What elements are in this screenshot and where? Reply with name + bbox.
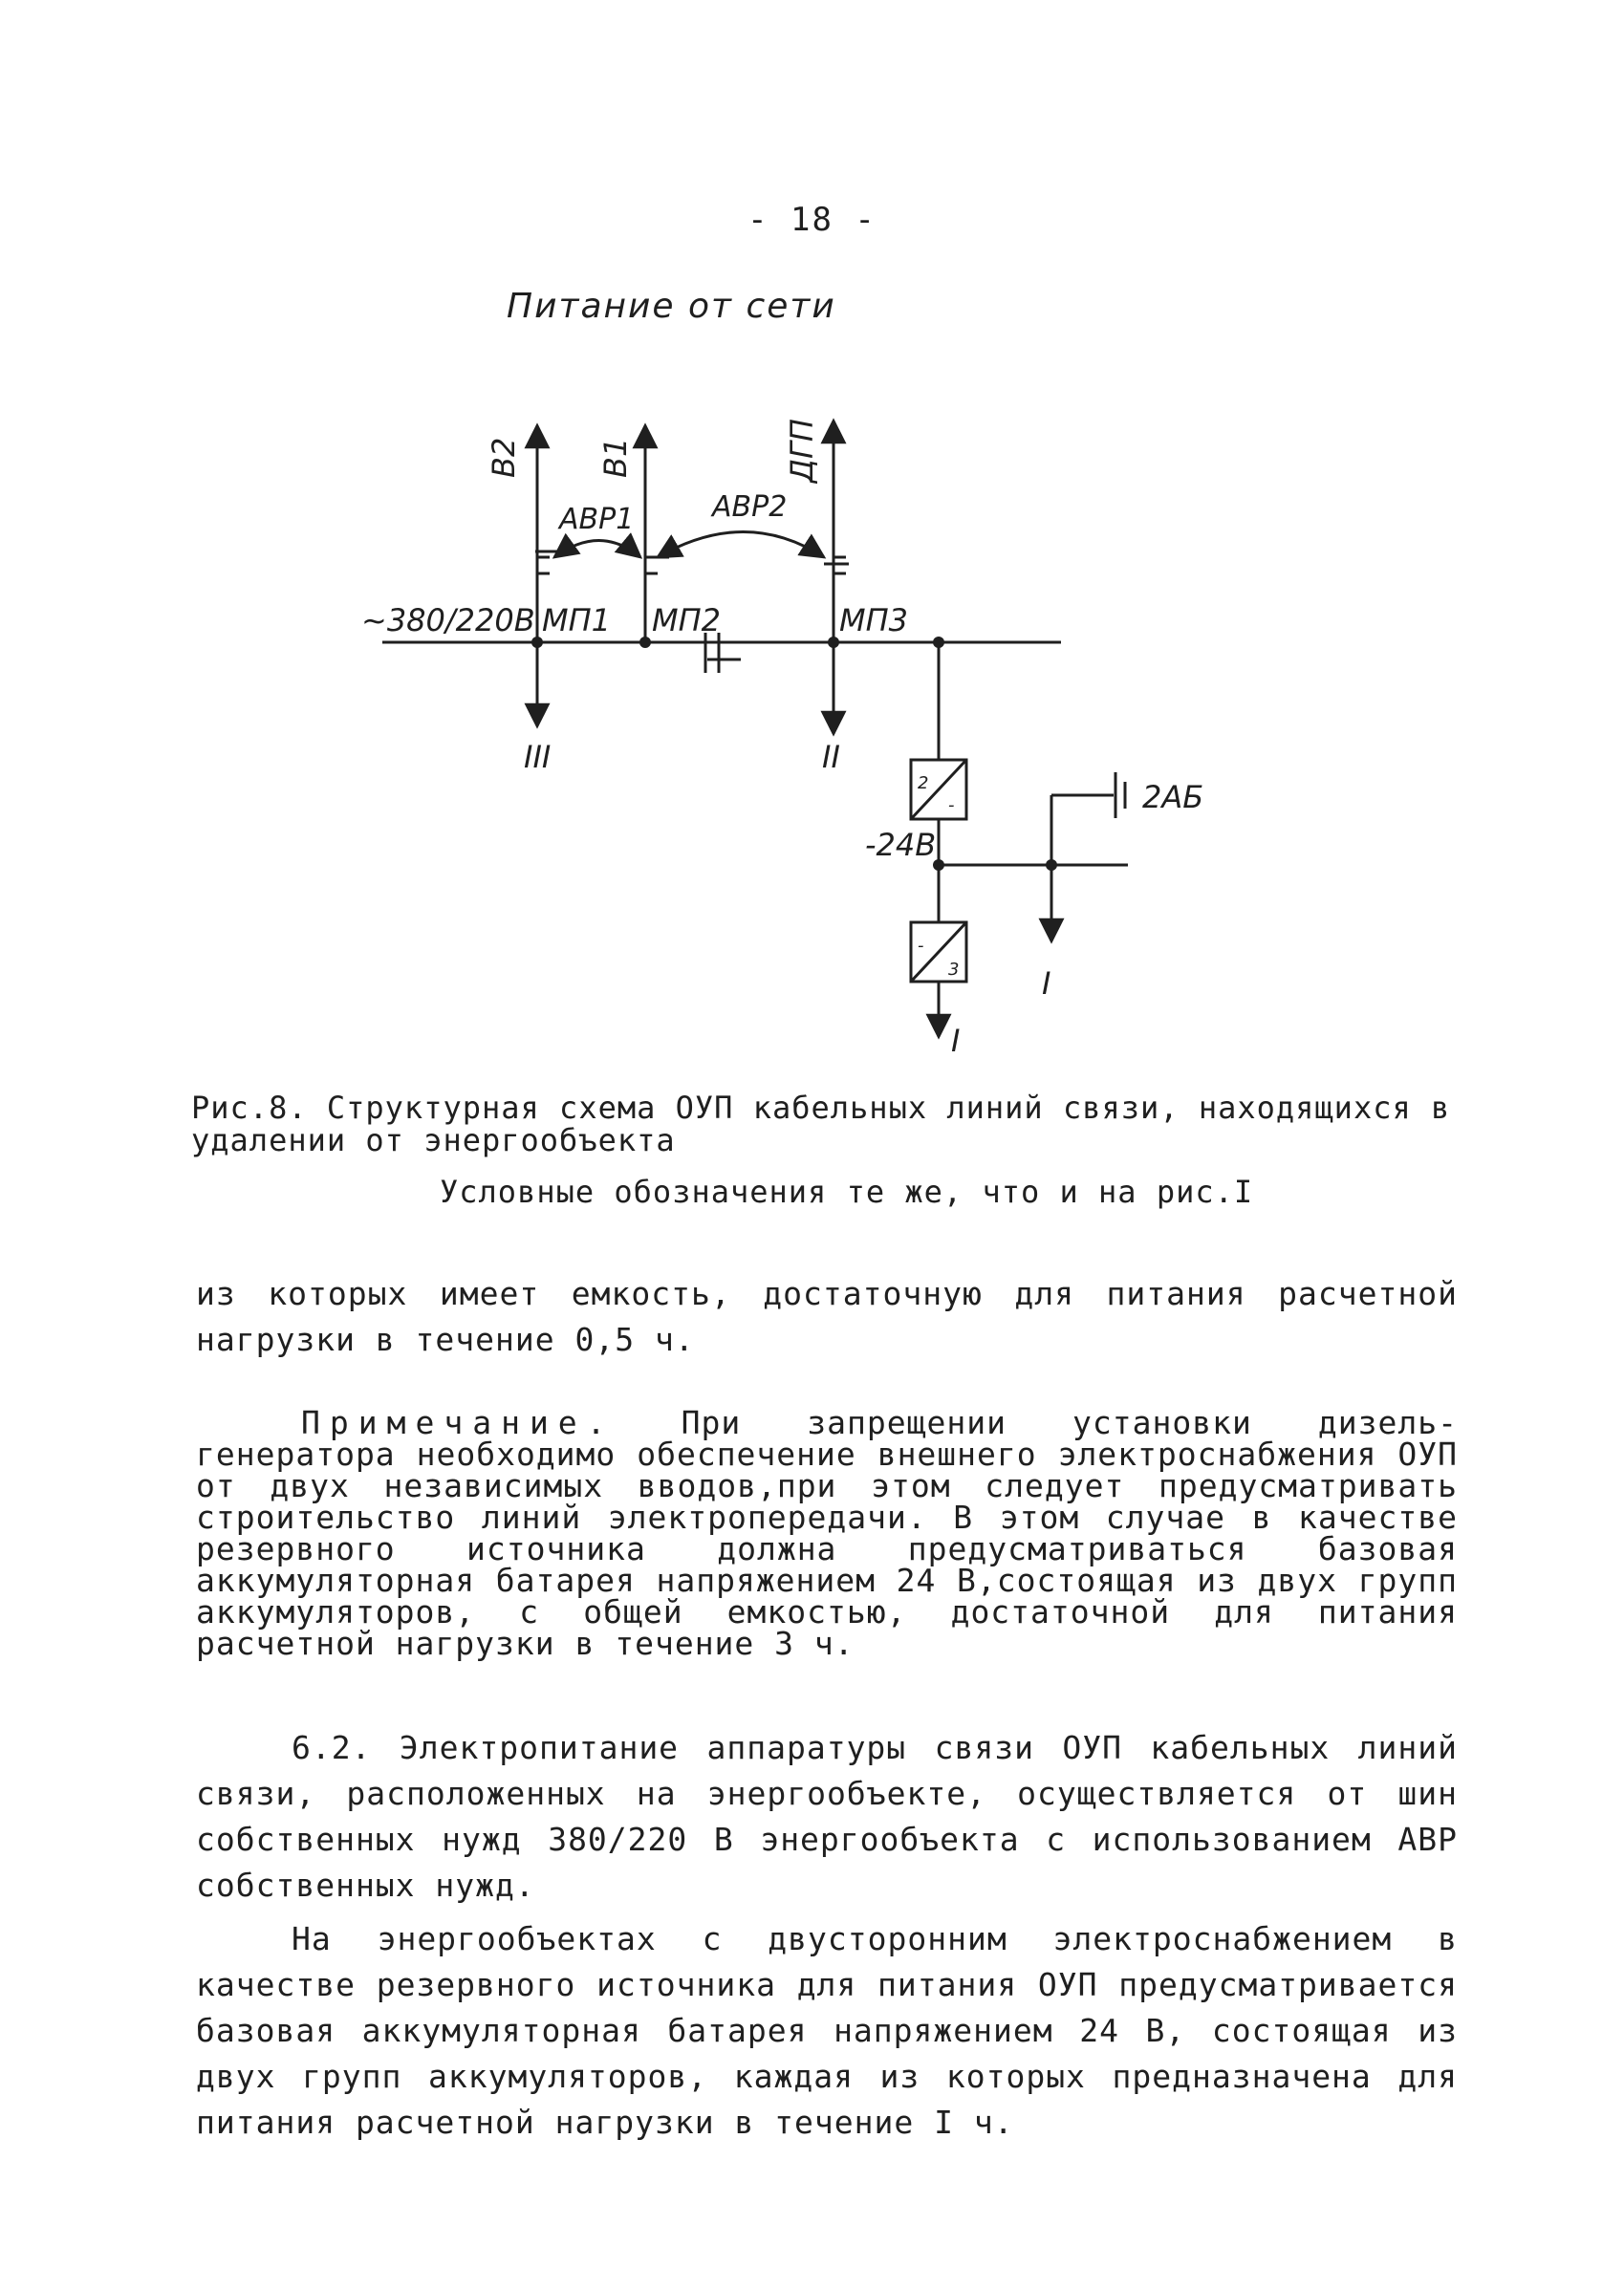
label-b1: В1	[597, 437, 634, 478]
label-mp3: МП3	[839, 602, 909, 638]
figure-caption: Рис.8. Структурная схема ОУП кабельных линий связи, находящихся в удалении от энергообъекта	[191, 1090, 1451, 1158]
label-voltage: -24В	[865, 827, 937, 863]
label-mp2: МП2	[652, 602, 722, 638]
label-avr2: АВР2	[712, 490, 788, 524]
label-out-i-right: I	[1042, 965, 1051, 1002]
avr1-arc	[554, 541, 640, 558]
figure-caption-sub: Условные обозначения те же, что и на рис.I	[440, 1174, 1254, 1210]
label-supply: ~380/220В	[361, 602, 535, 638]
note-paragraph	[196, 1404, 1458, 1662]
label-conv-bot-in: -	[918, 936, 924, 956]
label-battery: 2АБ	[1142, 779, 1204, 815]
note-text: При запрещении установки дизель-генератора необходимо обеспечение внешнего электроснабжения ОУП от двух независимых вводов,при этом следует предусматривать строительство линий электропередачи. В этом случае в качестве резервного источника должна предусматриваться базовая аккумуляторная батарея напряжением 24 В,состоящая из двух групп аккумуляторов, с общей емкостью, достаточной для питания расчетной нагрузки в течение 3 ч.	[196, 1404, 1458, 1662]
diagram-title: Питание от сети	[507, 287, 836, 326]
label-conv-bot-out: 3	[948, 960, 960, 980]
label-dgp: ДГП	[784, 419, 820, 483]
label-avr1: АВР1	[559, 503, 635, 536]
page-number: - 18 -	[747, 201, 877, 239]
label-b2: В2	[486, 437, 522, 478]
note-label: Примечание.	[301, 1404, 616, 1441]
label-mp1: МП1	[542, 602, 612, 638]
label-out-ii: II	[822, 739, 840, 775]
label-conv-top-out: -	[948, 795, 955, 815]
label-out-iii: III	[524, 739, 552, 775]
paragraph-two-sided-supply: На энергообъектах с двусторонним электроснабжением в качестве резервного источника для питания ОУП предусматривается базовая аккумуляторная батарея напряжением 24 В, состоящая из двух групп аккумуляторов, каждая из которых предназначена для питания расчетной нагрузки в течение I ч.	[196, 1920, 1458, 2141]
label-out-i-bottom: I	[951, 1023, 961, 1059]
avr2-arc	[658, 532, 824, 558]
block-diagram	[0, 0, 1624, 1080]
paragraph-continuation: из которых имеет емкость, достаточную для питания расчетной нагрузки в течение 0,5 ч.	[196, 1275, 1458, 1358]
label-conv-top-in: 2	[918, 773, 929, 793]
section-6-2-paragraph: 6.2. Электропитание аппаратуры связи ОУП кабельных линий связи, расположенных на энергообъекте, осуществляется от шин собственных нужд 380/220 В энергообъекта с использованием АВР собственных нужд.	[196, 1729, 1458, 1904]
